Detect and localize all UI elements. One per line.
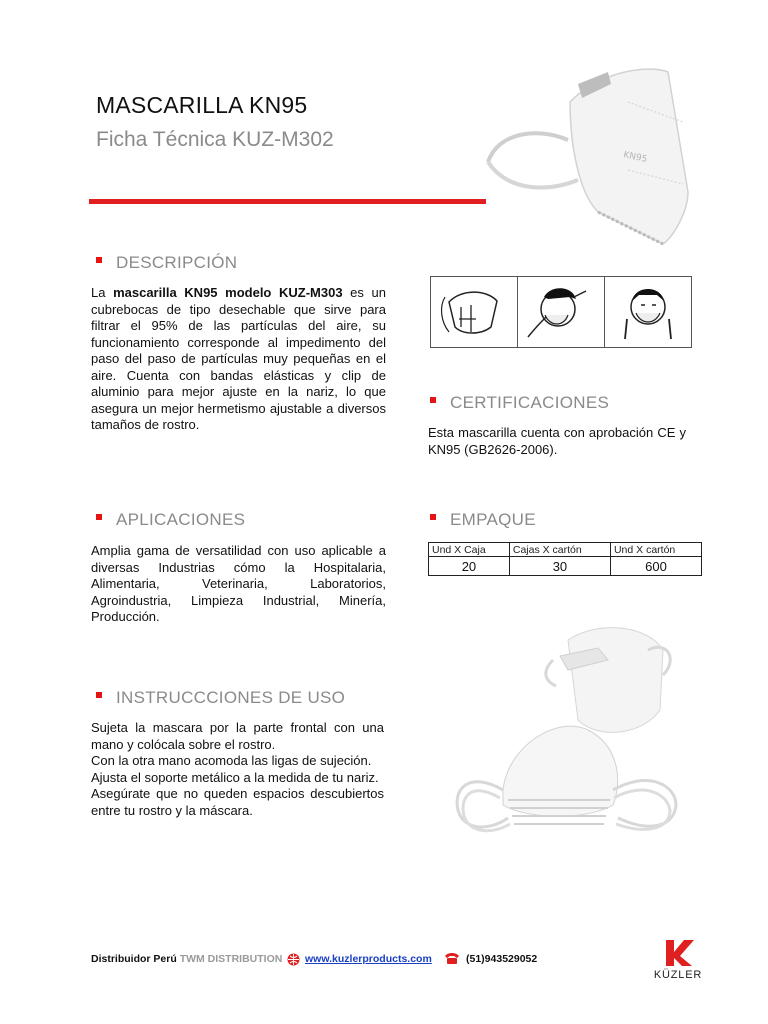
kn95-mask-image xyxy=(478,62,698,252)
bullet-icon xyxy=(96,514,102,520)
mask-holding-pictogram xyxy=(430,276,518,348)
bullet-icon xyxy=(96,692,102,698)
document-subtitle: Ficha Técnica KUZ-M302 xyxy=(96,128,334,151)
table-header-cell: Cajas X cartón xyxy=(509,543,610,557)
instruction-step: Sujeta la mascara por la parte frontal con una mano y colócala sobre el rostro. xyxy=(91,720,384,752)
phone-number: (51)943529052 xyxy=(466,953,538,965)
instrucciones-list xyxy=(91,720,384,819)
bullet-icon xyxy=(430,514,436,520)
stacked-masks-image xyxy=(448,620,688,850)
instruction-step: Ajusta el soporte metálico a la medida de tu nariz. xyxy=(91,769,379,785)
mask-strap-pictogram xyxy=(517,276,605,348)
brand-logo-text: KÜZLER xyxy=(653,969,703,981)
table-row xyxy=(429,557,702,576)
certificaciones-paragraph: Esta mascarilla cuenta con aprobación CE y KN95 (GB2626-2006). xyxy=(428,425,686,457)
footer-distributor: Distribuidor Perú TWM DISTRIBUTION xyxy=(91,953,283,965)
table-cell: 600 xyxy=(610,557,701,576)
table-header-row xyxy=(429,543,702,557)
header-divider xyxy=(89,199,486,204)
bullet-icon xyxy=(96,257,102,263)
descripcion-paragraph: La mascarilla KN95 modelo KUZ-M303 es un cubrebocas de tipo desechable que sirve para filtrar el 95% de las partículas del aire, su funcionamiento corresponde al impedimento del paso del paso de partículas muy pequeñas en el aire. Cuenta con bandas elásticas y clip de aluminio para mejor ajuste en la nariz, lo que asegura un mejor hermetismo ajustable a diversos tamaños de rostro. xyxy=(91,285,386,432)
section-heading-instrucciones: INSTRUCCCIONES DE USO xyxy=(96,688,345,708)
table-header-cell: Und X Caja xyxy=(429,543,510,557)
web-globe-icon xyxy=(287,953,300,966)
aplicaciones-paragraph: Amplia gama de versatilidad con uso aplicable a diversas Industrias cómo la Hospitalaria, Alimentaria, Veterinaria, Laboratorios, Agroindustria, Limpieza Industrial, Minería, Producción. xyxy=(91,543,386,624)
packaging-table xyxy=(428,542,702,576)
table-cell: 20 xyxy=(429,557,510,576)
mask-fit-pictogram xyxy=(604,276,692,348)
instruction-step: Asegúrate que no queden espacios descubiertos entre tu rostro y la máscara. xyxy=(91,786,384,818)
section-heading-descripcion: DESCRIPCIÓN xyxy=(96,253,237,273)
table-header-cell: Und X cartón xyxy=(610,543,701,557)
bullet-icon xyxy=(430,397,436,403)
table-cell: 30 xyxy=(509,557,610,576)
section-heading-aplicaciones: APLICACIONES xyxy=(96,510,245,530)
mask-print-text: KN95 xyxy=(622,150,649,165)
website-link[interactable]: www.kuzlerproducts.com xyxy=(305,953,432,965)
document-title: MASCARILLA KN95 xyxy=(96,92,308,118)
phone-icon xyxy=(444,952,460,965)
section-heading-certificaciones: CERTIFICACIONES xyxy=(430,393,609,413)
instruction-step: Con la otra mano acomoda las ligas de sujeción. xyxy=(91,753,372,768)
section-heading-empaque: EMPAQUE xyxy=(430,510,536,530)
product-name: mascarilla KN95 modelo KUZ-M303 xyxy=(113,285,343,300)
